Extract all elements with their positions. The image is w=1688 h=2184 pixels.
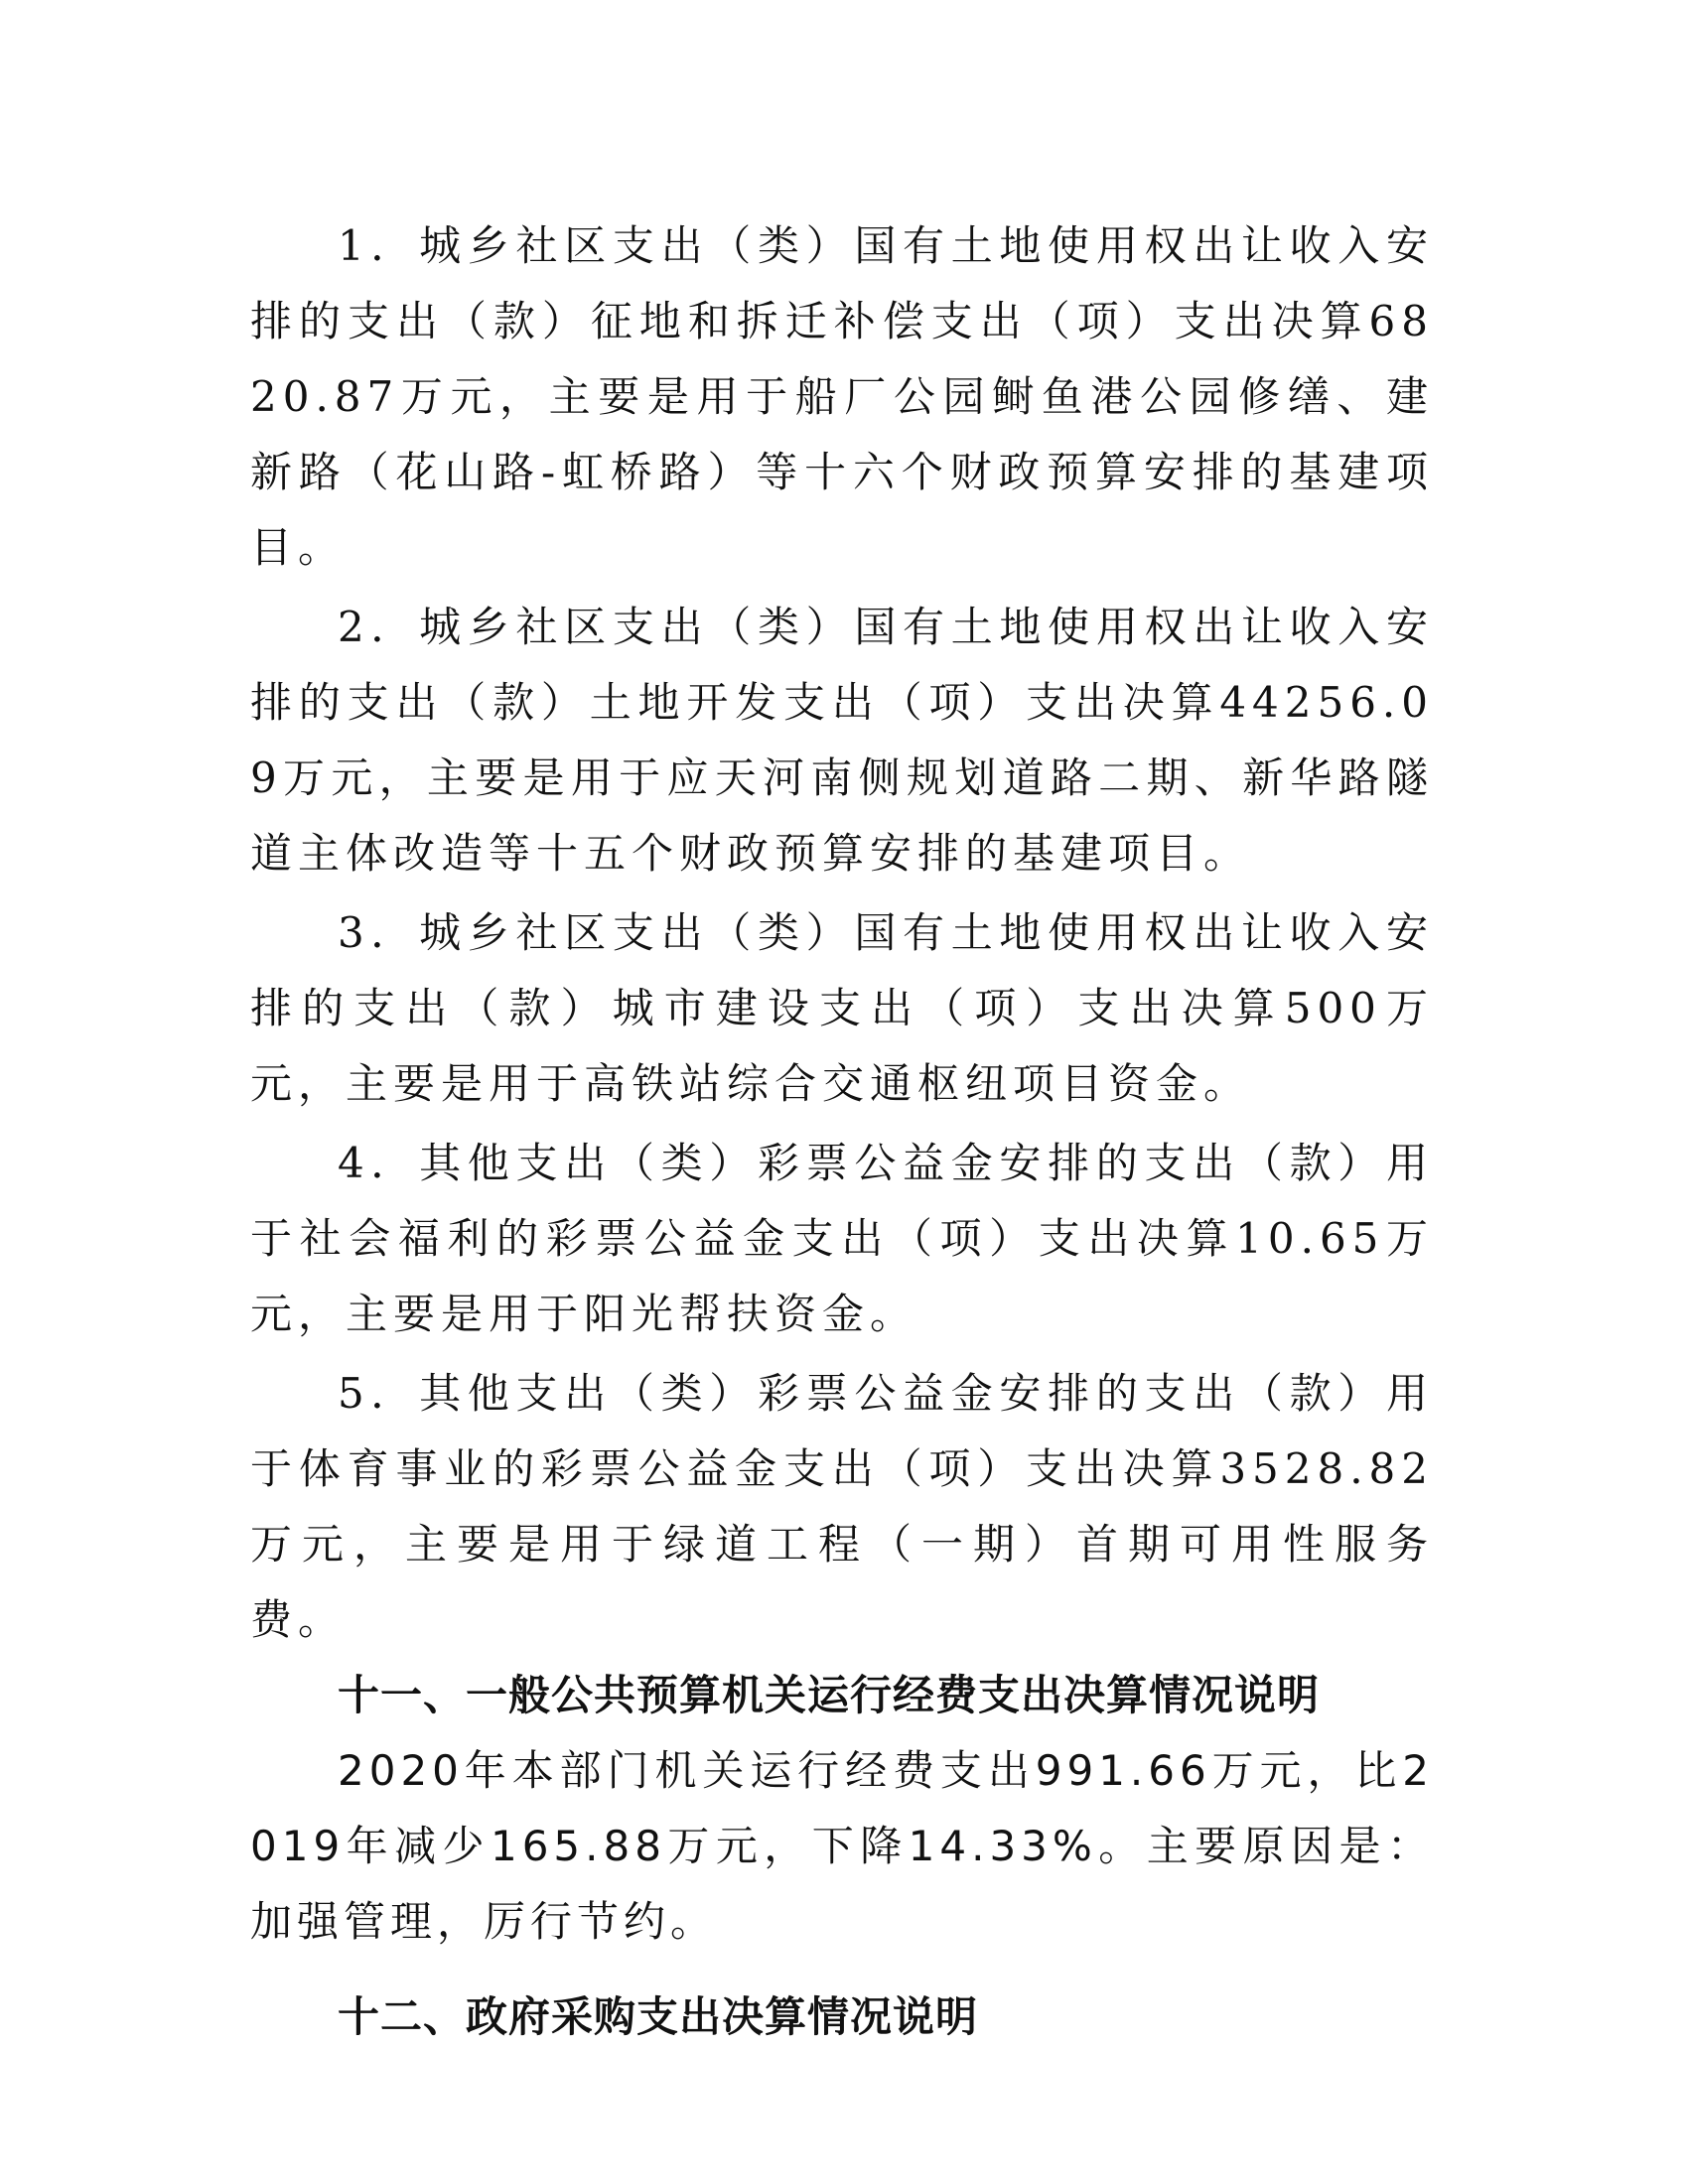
paragraph-item-5: 5．其他支出（类）彩票公益金安排的支出（款）用于体育事业的彩票公益金支出（项）支出决算3528.82万元，主要是用于绿道工程（一期）首期可用性服务费。 — [250, 1369, 1434, 1644]
section-heading-11: 十一、一般公共预算机关运行经费支出决算情况说明 — [338, 1671, 1321, 1719]
paragraph-item-1: 1．城乡社区支出（类）国有土地使用权出让收入安排的支出（款）征地和拆迁补偿支出（项）支出决算6820.87万元，主要是用于船厂公园鲥鱼港公园修缮、建新路（花山路-虹桥路）等十六个财政预算安排的基建项目。 — [250, 221, 1434, 572]
paragraph-item-2: 2．城乡社区支出（类）国有土地使用权出让收入安排的支出（款）土地开发支出（项）支出决算44256.09万元，主要是用于应天河南侧规划道路二期、新华路隧道主体改造等十五个财政预算安排的基建项目。 — [250, 603, 1434, 878]
document-page — [250, 208, 1434, 2055]
section-heading-12: 十二、政府采购支出决算情况说明 — [338, 1992, 979, 2041]
paragraph-item-4: 4．其他支出（类）彩票公益金安排的支出（款）用于社会福利的彩票公益金支出（项）支出决算10.65万元，主要是用于阳光帮扶资金。 — [250, 1139, 1434, 1338]
section-body-11: 2020年本部门机关运行经费支出991.66万元，比2019年减少165.88万元，下降14.33%。主要原因是：加强管理，厉行节约。 — [250, 1746, 1434, 1946]
paragraph-item-3: 3．城乡社区支出（类）国有土地使用权出让收入安排的支出（款）城市建设支出（项）支出决算500万元，主要是用于高铁站综合交通枢纽项目资金。 — [250, 908, 1434, 1108]
